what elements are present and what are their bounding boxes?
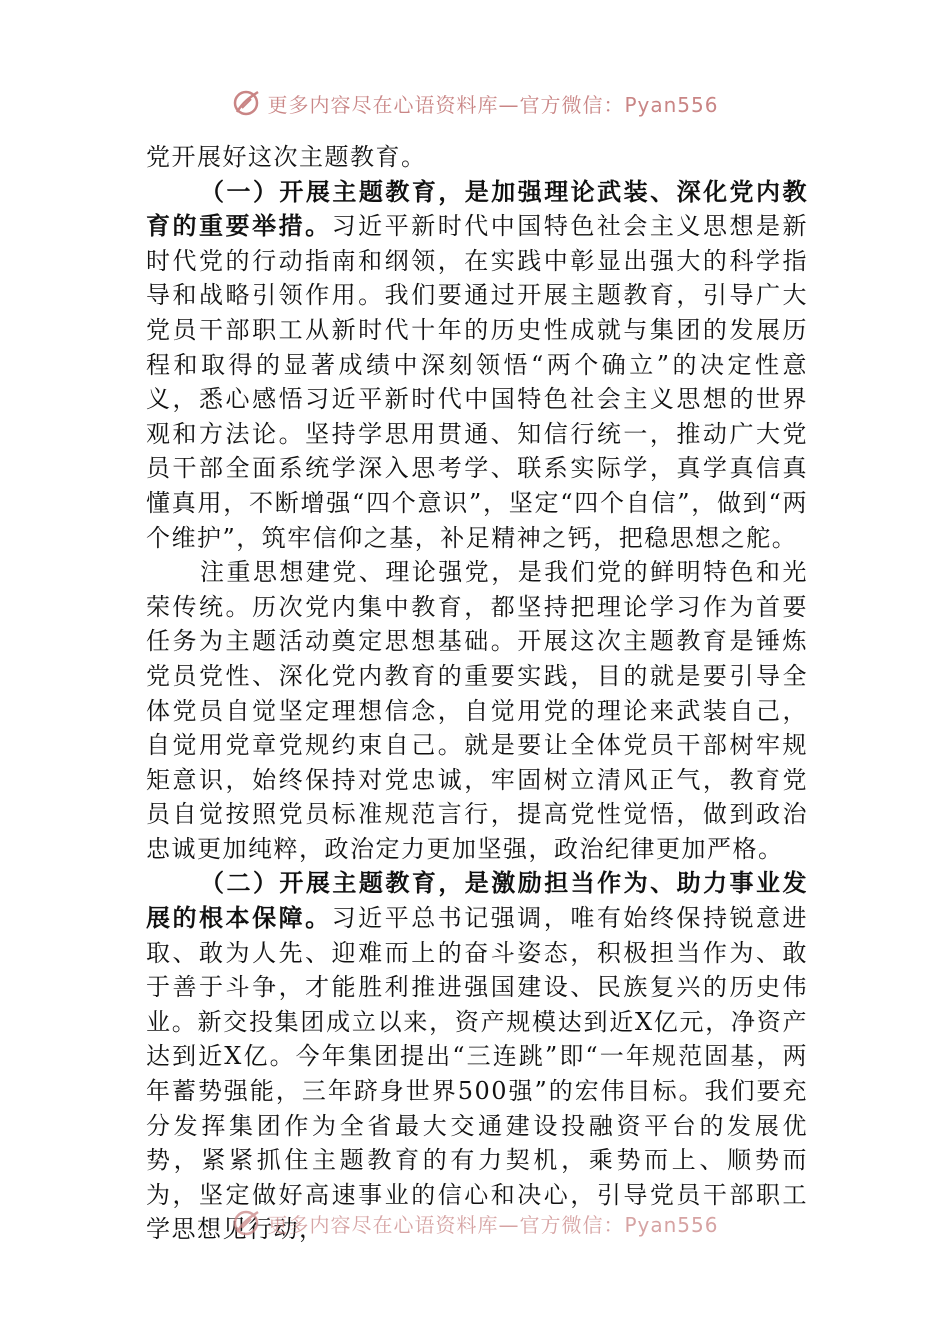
watermark-text: 更多内容尽在心语资料库—官方微信：Pyan556 bbox=[267, 1212, 719, 1237]
paragraph-ideology bbox=[146, 555, 808, 866]
paragraph-body: 习近平新时代中国特色社会主义思想是新时代党的行动指南和纲领，在实践中彰显出强大的科学指导和战略引领作用。我们要通过开展主题教育，引导广大党员干部职工从新时代十年的历史性成就与集团的发展历程和取得的显著成绩中深刻领悟“两个确立”的决定性意义，悉心感悟习近平新时代中国特色社会主义思想的世界观和方法论。坚持学思用贯通、知信行统一，推动广大党员干部全面系统学深入思考学、联系实际学，真学真信真懂真用，不断增强“四个意识”，坚定“四个自信”，做到“两个维护”，筑牢信仰之基，补足精神之钙，把稳思想之舵。 bbox=[146, 212, 809, 552]
paragraph-body: 党开展好这次主题教育。 bbox=[146, 143, 427, 171]
watermark-bottom bbox=[0, 1206, 950, 1240]
logo-icon bbox=[231, 1208, 261, 1238]
paragraph-section-2 bbox=[146, 866, 808, 1247]
section-heading: （二）开展主题教育，是激励担当作为、助力事业发展的根本保障。 bbox=[146, 868, 808, 933]
watermark-top bbox=[0, 86, 950, 120]
paragraph-section-1 bbox=[146, 175, 808, 556]
logo-icon bbox=[231, 88, 261, 118]
watermark-text: 更多内容尽在心语资料库—官方微信：Pyan556 bbox=[267, 92, 719, 117]
section-heading: （一）开展主题教育，是加强理论武装、深化党内教育的重要举措。 bbox=[146, 176, 808, 241]
paragraph-continuation bbox=[146, 140, 808, 175]
paragraph-body: 习近平总书记强调，唯有始终保持锐意进取、敢为人先、迎难而上的奋斗姿态，积极担当作为、敢于善于斗争，才能胜利推进强国建设、民族复兴的历史伟业。新交投集团成立以来，资产规模达到近X亿元，净资产达到近X亿。今年集团提出“三连跳”即“一年规范固基，两年蓄势强能，三年跻身世界500强”的宏伟目标。我们要充分发挥集团作为全省最大交通建设投融资平台的发展优势，紧紧抓住主题教育的有力契机，乘势而上、顺势而为，坚定做好高速事业的信心和决心，引导党员干部职工学思想见行动， bbox=[146, 904, 809, 1244]
paragraph-body: 注重思想建党、理论强党，是我们党的鲜明特色和光荣传统。历次党内集中教育，都坚持把理论学习作为首要任务为主题活动奠定思想基础。开展这次主题教育是锤炼党员党性、深化党内教育的重要实践，目的就是要引导全体党员自觉坚定理想信念，自觉用党的理论来武装自己，自觉用党章党规约束自己。就是要让全体党员干部树牢规矩意识，始终保持对党忠诚，牢固树立清风正气，教育党员自觉按照党员标准规范言行，提高党性觉悟，做到政治忠诚更加纯粹，政治定力更加坚强，政治纪律更加严格。 bbox=[146, 558, 808, 863]
document-body bbox=[146, 140, 808, 1247]
